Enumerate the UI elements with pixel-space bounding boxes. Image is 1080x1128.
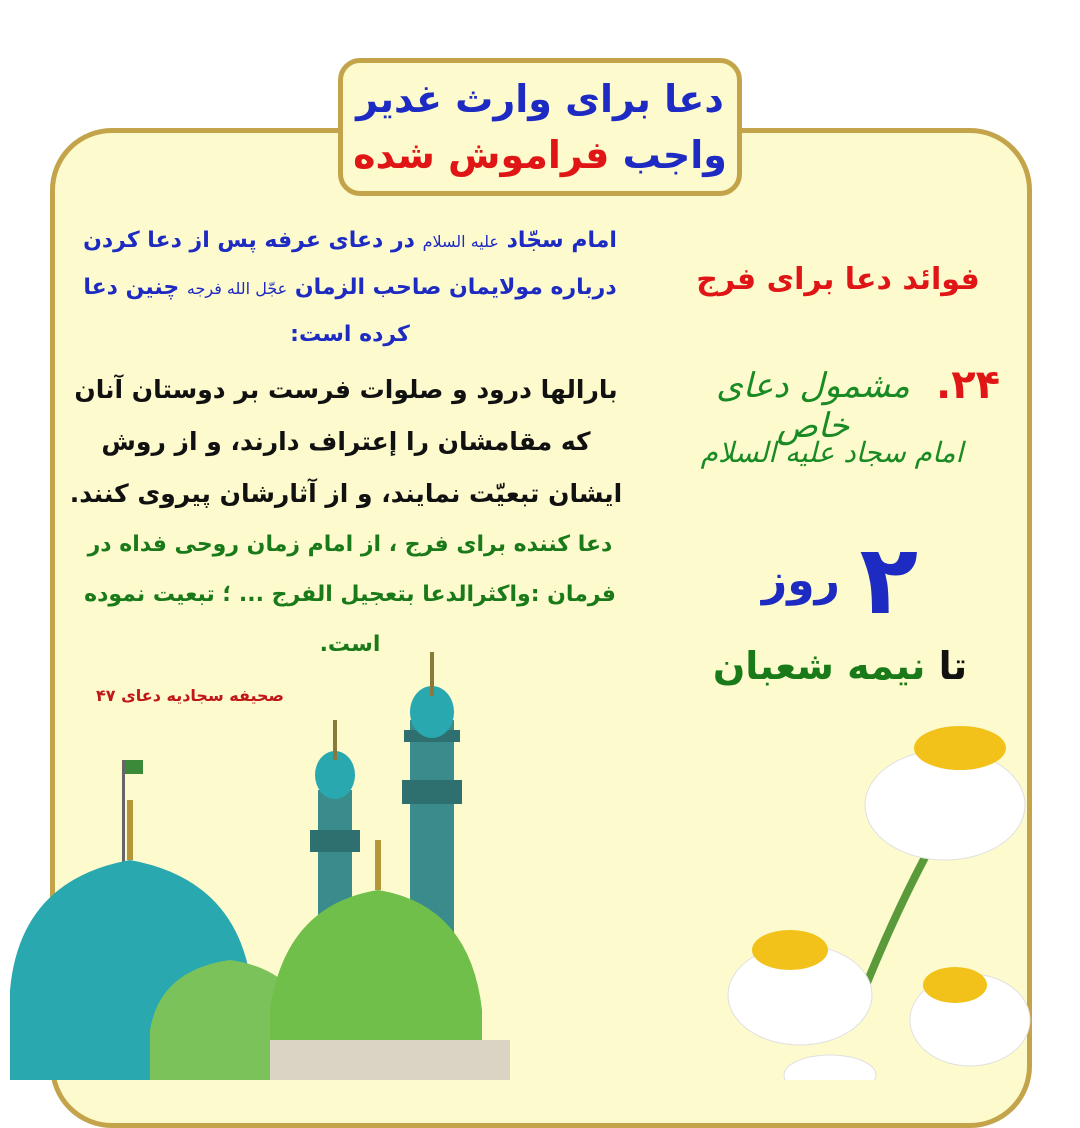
narcissus-flower-icon [910, 967, 1030, 1066]
title-word-vajeb: واجب [622, 133, 727, 177]
days-word: روز [761, 554, 840, 606]
benefits-title: فوائد دعا برای فرج [696, 262, 980, 297]
intro-text-2: در دعای عرفه پس از دعا کردن درباره مولایمان صاحب الزمان [83, 228, 617, 300]
title-line-1: دعا برای وارث غدیر [356, 77, 724, 121]
intro-honorific-2: عجّل الله فرجه [186, 279, 288, 298]
until-word: تا [938, 644, 968, 688]
until-rest: نیمه شعبان [712, 644, 926, 688]
days-number: ۲ [859, 524, 919, 636]
intro-text-3: چنین دعا کرده است: [83, 275, 410, 347]
mosque-dome-icon [270, 840, 510, 1080]
narcissus-flower-icon [728, 930, 872, 1045]
narcissus-flower-icon [784, 1055, 876, 1080]
benefit-line-1: مشمول دعای خاص [716, 366, 910, 446]
title-word-forgotten: فراموش شده [353, 133, 610, 177]
follow-paragraph: دعا کننده برای فرج ، از امام زمان روحی فداه در فرمان :واکثرالدعا بتعجیل الفرج ... ؛ تبعیت نموده است. [84, 532, 616, 657]
narcissus-flower-icon [860, 726, 1025, 1000]
prayer-paragraph: بارالها درود و صلوات فرست بر دوستان آنان که مقامشان را إعتراف دارند، و از روش ایشان تبعیّت نمایند، و از آثارشان پیروی کنند. [69, 375, 623, 508]
intro-text-1: امام سجّاد [506, 228, 617, 253]
benefit-number: ۲۴. [936, 362, 1001, 408]
benefit-line-2: امام سجاد علیه السلام [700, 436, 964, 469]
intro-honorific: علیه السلام [422, 232, 499, 251]
source-citation: صحیفه سجادیه دعای ۴۷ [96, 686, 284, 705]
